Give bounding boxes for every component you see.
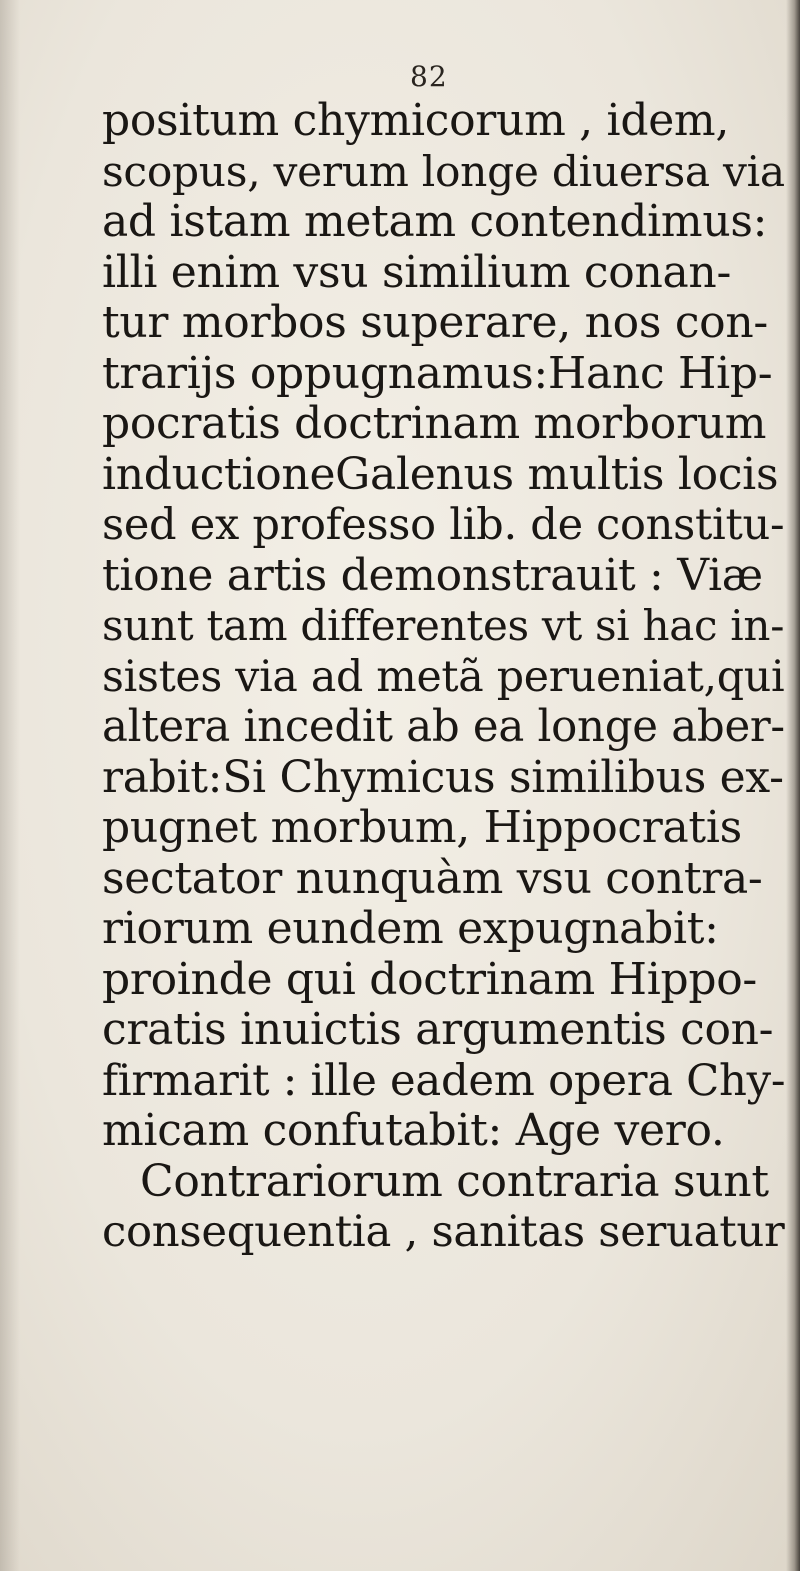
text-line: pocratis doctrinam morborum: [102, 398, 767, 449]
text-line: riorum eundem expugnabit:: [102, 903, 719, 954]
text-line: cratis inuictis argumentis con-: [102, 1004, 774, 1055]
text-line: rabit:Si Chymicus similibus ex-: [102, 751, 784, 803]
paragraph-start-line: Contrariorum contraria sunt: [140, 1155, 769, 1207]
text-line: trarijs oppugnamus:Hanc Hip-: [102, 347, 773, 399]
text-line: ad istam metam contendimus:: [102, 196, 768, 247]
text-line: tione artis demonstrauit : Viæ: [102, 549, 763, 601]
text-line: sed ex professo lib. de constitu-: [102, 500, 785, 550]
text-line: pugnet morbum, Hippocratis: [102, 802, 742, 853]
text-line: sunt tam differentes vt si hac in-: [102, 601, 785, 650]
text-line: positum chymicorum , idem,: [102, 95, 730, 146]
text-line: altera incedit ab ea longe aber-: [102, 702, 785, 752]
text-line: sectator nunquàm vsu contra-: [102, 852, 763, 904]
text-line: scopus, verum longe diuersa via: [102, 146, 785, 196]
text-line: micam confutabit: Age vero.: [102, 1105, 725, 1156]
text-line: consequentia , sanitas seruatur: [102, 1207, 785, 1257]
text-line: illi enim vsu similium conan-: [102, 246, 732, 298]
text-line: tur morbos superare, nos con-: [102, 297, 768, 348]
text-line: sistes via ad metã perueniat,qui: [102, 651, 785, 702]
text-line: inductioneGalenus multis locis: [102, 448, 779, 500]
text-line: proinde qui doctrinam Hippo-: [102, 953, 757, 1005]
text-line: firmarit : ille eadem opera Chy-: [102, 1055, 786, 1106]
body-text: [102, 96, 792, 1258]
gutter-shadow: [0, 0, 20, 1571]
page-number: 82: [410, 60, 448, 93]
